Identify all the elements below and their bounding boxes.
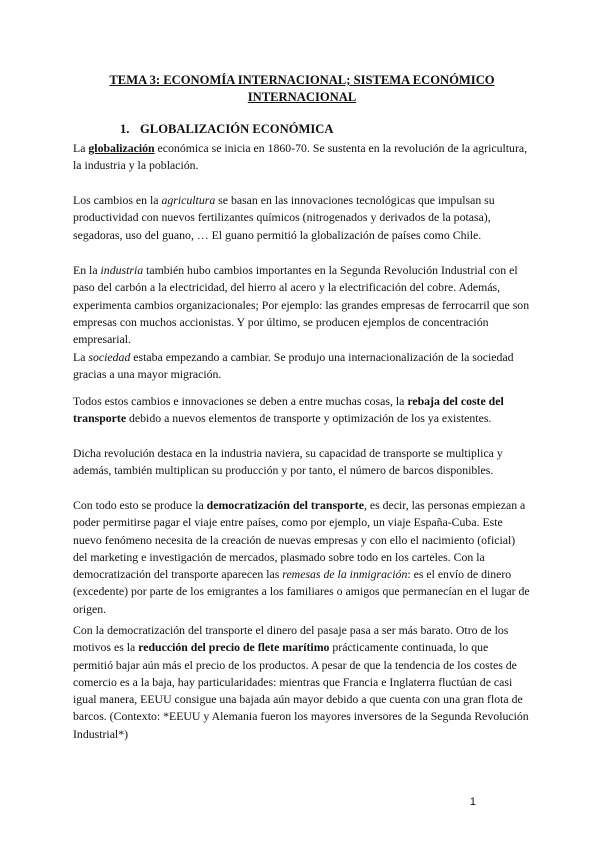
text-run: Dicha revolución destaca en la industria naviera, su capacidad de transporte se multiplica y además, también multiplican su producción y por tanto, el número de barcos disponibles. [73, 446, 503, 478]
text-run: reducción del precio de flete marítimo [138, 640, 330, 655]
section-heading-text: GLOBALIZACIÓN ECONÓMICA [140, 122, 334, 136]
paragraph-globalizacion [73, 140, 531, 175]
section-number: 1. [120, 122, 130, 136]
text-run: Con todo esto se produce la [73, 498, 207, 512]
text-run: estaba empezando a cambiar. Se produjo una internacionalización de la sociedad gracias a una mayor migración. [73, 350, 514, 382]
text-run: agricultura [161, 193, 216, 207]
text-run: La [73, 141, 89, 155]
paragraph-industria-naviera [73, 445, 531, 480]
text-run: En la [73, 263, 101, 277]
text-run: democratización del transporte [206, 498, 364, 512]
text-run: industria [100, 263, 144, 277]
paragraph-sociedad [73, 349, 531, 384]
text-run: globalización [88, 141, 155, 155]
text-run: debido a nuevos elementos de transporte y optimización de los ya existentes. [126, 411, 492, 426]
paragraph-industria [73, 262, 531, 348]
document-title: TEMA 3: ECONOMÍA INTERNACIONAL; SISTEMA ECONÓMICO INTERNACIONAL [109, 73, 495, 104]
text-run: , es decir, las personas empiezan a poder permitirse pagar el viaje entre países, como por ejemplo, un viaje España-Cuba. Este nuevo fenómeno necesita de la creación de nuevas empresas y con ello el nacimiento (oficial) del marketing e investigación de mercados, plasmado sobre todo en los carteles. Con la democratización del transporte aparecen las [73, 498, 526, 582]
paragraph-democratizacion [73, 497, 531, 618]
text-run: económica se inicia en 1860-70. Se sustenta en la revolución de la agricultura, la industria y la población. [73, 141, 528, 173]
page-number: 1 [469, 796, 476, 808]
section-heading [120, 121, 333, 138]
text-run: Todos estos cambios e innovaciones se deben a entre muchas cosas, la [73, 394, 408, 408]
text-run: La [73, 350, 89, 364]
paragraph-flete-maritimo [73, 622, 531, 743]
text-run: : es el envío de dinero (excedente) por parte de los emigrantes a los familiares o amigos que permanecían en el lugar de origen. [73, 567, 530, 616]
text-run: sociedad [88, 350, 131, 364]
text-run: remesas de la inmigración [282, 567, 408, 582]
paragraph-agricultura [73, 192, 531, 244]
text-run: se basan en las innovaciones tecnológicas que impulsan su productividad con nuevos fertilizantes químicos (nitrogenados y derivados de la potasa), segadoras, uso del guano, … El guano permitió la globalización de países como Chile. [73, 193, 495, 242]
text-run: también hubo cambios importantes en la Segunda Revolución Industrial con el paso del carbón a la electricidad, del hierro al acero y la electrificación del cobre. Además, experimenta cambios organizacionales; Por ejemplo: las grandes empresas de ferrocarril que son empresas con muchos accionistas. Y por último, se producen ejemplos de concentración empresarial. [73, 263, 530, 347]
paragraph-transporte [73, 393, 531, 428]
text-run: prácticamente continuada, lo que permitió bajar aún más el precio de los productos. A pesar de que la tendencia de los costes de comercio es a la baja, hay particularidades: mientras que Francia e Inglaterra fluctúan de casi igual manera, EEUU consigue una bajada aún mayor debido a que cuenta con una gran flota de barcos. (Contexto: *EEUU y Alemania fueron los mayores inversores de la Segunda Revolución Industrial*) [73, 640, 529, 741]
text-run: Con la democratización del transporte el dinero del pasaje pasa a ser más barato. Otro de los motivos es la [73, 623, 509, 655]
text-run: Los cambios en la [73, 193, 162, 207]
text-run: rebaja del coste del transporte [73, 394, 504, 426]
